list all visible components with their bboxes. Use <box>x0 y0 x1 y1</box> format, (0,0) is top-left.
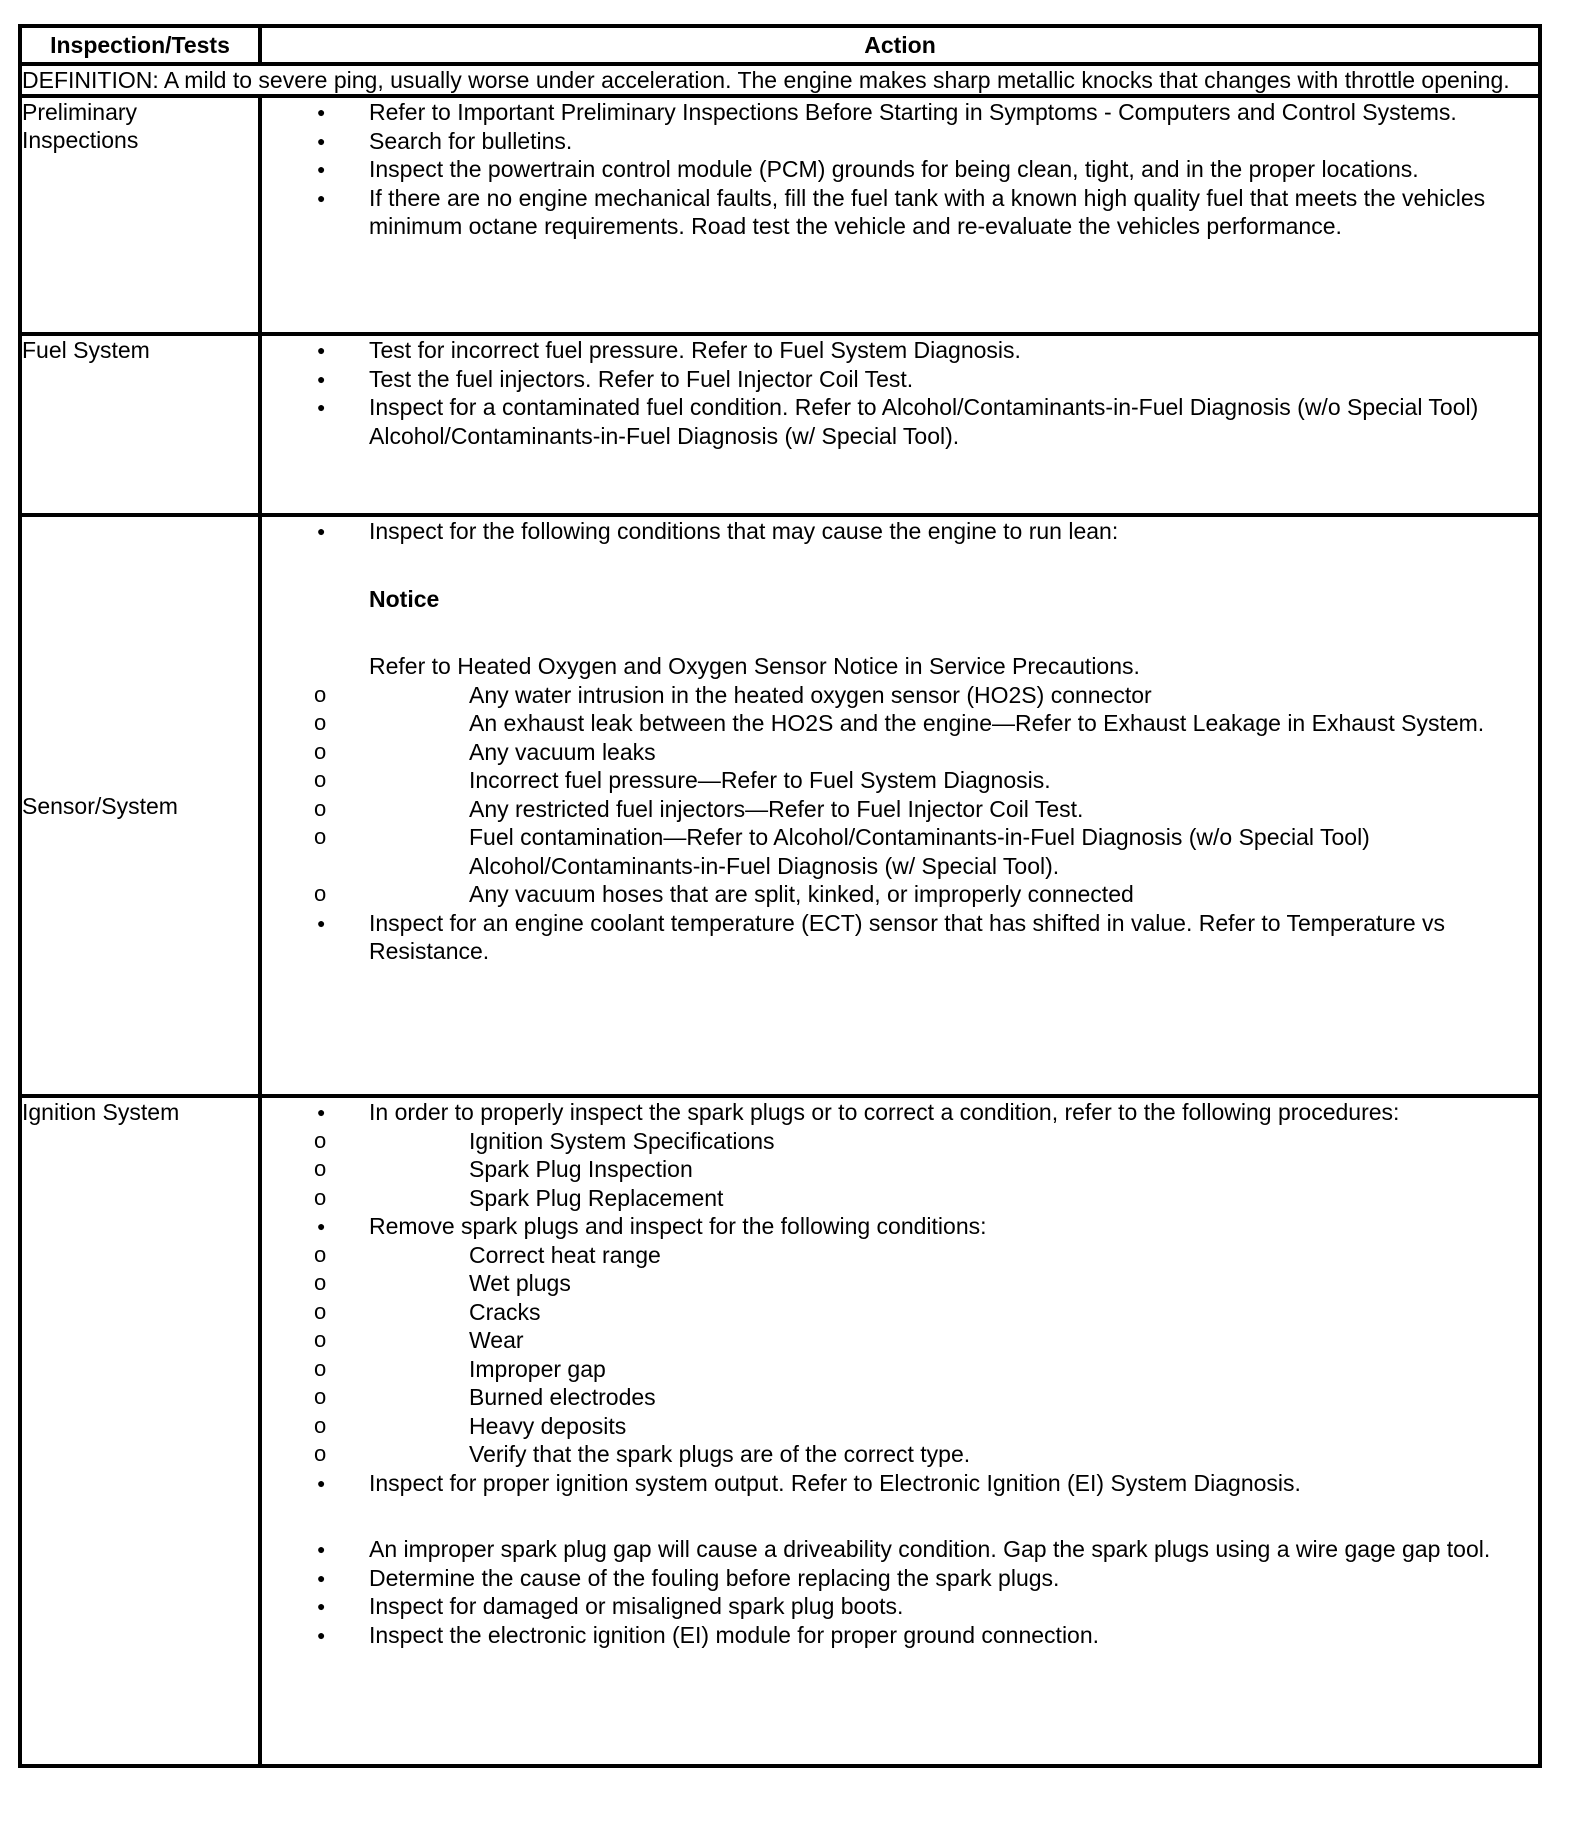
sub-list-item: o Spark Plug Replacement <box>262 1184 1538 1213</box>
label-sensor-system: Sensor/System <box>20 515 260 1096</box>
list-item: ● Determine the cause of the fouling before replacing the spark plugs. <box>262 1564 1538 1593</box>
definition-text: DEFINITION: A mild to severe ping, usually worse under acceleration. The engine makes sharp metallic knocks that changes with throttle opening. <box>20 64 1540 96</box>
label-fuel-system: Fuel System <box>20 334 260 515</box>
list-item: ● Inspect for damaged or misaligned spark plug boots. <box>262 1592 1538 1621</box>
list-item: ● Inspect the electronic ignition (EI) module for proper ground connection. <box>262 1621 1538 1650</box>
sub-list-item: o Spark Plug Inspection <box>262 1155 1538 1184</box>
notice-title: Notice <box>369 585 440 612</box>
header-inspection-tests: Inspection/Tests <box>20 26 260 64</box>
sensor-intro: ● Inspect for the following conditions that may cause the engine to run lean: <box>369 518 1119 544</box>
list-item: ● Search for bulletins. <box>262 127 1538 156</box>
sub-list-item: o Correct heat range <box>262 1241 1538 1270</box>
sub-list-item: o Verify that the spark plugs are of the correct type. <box>262 1440 1538 1469</box>
sub-list-item: o Any vacuum leaks <box>262 738 1538 767</box>
list-item <box>262 1098 1538 1212</box>
sub-list-item: o An exhaust leak between the HO2S and the engine—Refer to Exhaust Leakage in Exhaust System. <box>262 709 1538 738</box>
definition-row <box>20 64 1540 96</box>
row-fuel-system <box>20 334 1540 515</box>
header-action: Action <box>260 26 1540 64</box>
sub-list-item: o Burned electrodes <box>262 1383 1538 1412</box>
action-fuel-system <box>260 334 1540 515</box>
list-item <box>262 1212 1538 1469</box>
row-preliminary-inspections <box>20 96 1540 334</box>
sub-list-item: o Any restricted fuel injectors—Refer to Fuel Injector Coil Test. <box>262 795 1538 824</box>
action-preliminary-inspections <box>260 96 1540 334</box>
header-row <box>20 26 1540 64</box>
ignition-item-1: ● In order to properly inspect the spark plugs or to correct a condition, refer to the following procedures: <box>369 1099 1400 1125</box>
list-item: ● An improper spark plug gap will cause a driveability condition. Gap the spark plugs using a wire gage gap tool. <box>262 1535 1538 1564</box>
notice-text: Refer to Heated Oxygen and Oxygen Sensor Notice in Service Precautions. <box>369 653 1140 679</box>
list-item: ● Inspect for proper ignition system output. Refer to Electronic Ignition (EI) System Diagnosis. <box>262 1469 1538 1498</box>
sub-list-item: o Ignition System Specifications <box>262 1127 1538 1156</box>
list-item: ● If there are no engine mechanical faults, fill the fuel tank with a known high quality fuel that meets the vehicles minimum octane requirements. Road test the vehicle and re-evaluate the vehicles performance. <box>262 184 1538 241</box>
sub-list-item: o Cracks <box>262 1298 1538 1327</box>
action-sensor-system <box>260 515 1540 1096</box>
list-item: ● Test for incorrect fuel pressure. Refer to Fuel System Diagnosis. <box>262 336 1538 365</box>
sub-list-item: o Wet plugs <box>262 1269 1538 1298</box>
row-ignition-system <box>20 1096 1540 1766</box>
label-preliminary-inspections: Preliminary Inspections <box>20 96 260 334</box>
sub-list-item: o Improper gap <box>262 1355 1538 1384</box>
label-ignition-system: Ignition System <box>20 1096 260 1766</box>
action-ignition-system <box>260 1096 1540 1766</box>
list-item: ● Inspect the powertrain control module (PCM) grounds for being clean, tight, and in the proper locations. <box>262 155 1538 184</box>
row-sensor-system <box>20 515 1540 1096</box>
list-item: ● Inspect for a contaminated fuel condition. Refer to Alcohol/Contaminants-in-Fuel Diagnosis (w/o Special Tool) Alcohol/Contaminants-in-Fuel Diagnosis (w/ Special Tool). <box>262 393 1538 450</box>
sub-list-item: o Any water intrusion in the heated oxygen sensor (HO2S) connector <box>262 681 1538 710</box>
list-item <box>262 517 1538 909</box>
sub-list-item: o Any vacuum hoses that are split, kinked, or improperly connected <box>262 880 1538 909</box>
sub-list-item: o Wear <box>262 1326 1538 1355</box>
sub-list-item: o Fuel contamination—Refer to Alcohol/Contaminants-in-Fuel Diagnosis (w/o Special Tool) Alcohol/Contaminants-in-Fuel Diagnosis (w/ Special Tool). <box>262 823 1538 880</box>
diagnostic-table <box>18 24 1542 1768</box>
ignition-item-2: ● Remove spark plugs and inspect for the following conditions: <box>369 1213 987 1239</box>
sub-list-item: o Heavy deposits <box>262 1412 1538 1441</box>
list-item: ● Inspect for an engine coolant temperature (ECT) sensor that has shifted in value. Refer to Temperature vs Resistance. <box>262 909 1538 966</box>
spacer <box>262 1497 1538 1535</box>
list-item: ● Test the fuel injectors. Refer to Fuel Injector Coil Test. <box>262 365 1538 394</box>
list-item: ● Refer to Important Preliminary Inspections Before Starting in Symptoms - Computers and Control Systems. <box>262 98 1538 127</box>
sub-list-item: o Incorrect fuel pressure—Refer to Fuel System Diagnosis. <box>262 766 1538 795</box>
